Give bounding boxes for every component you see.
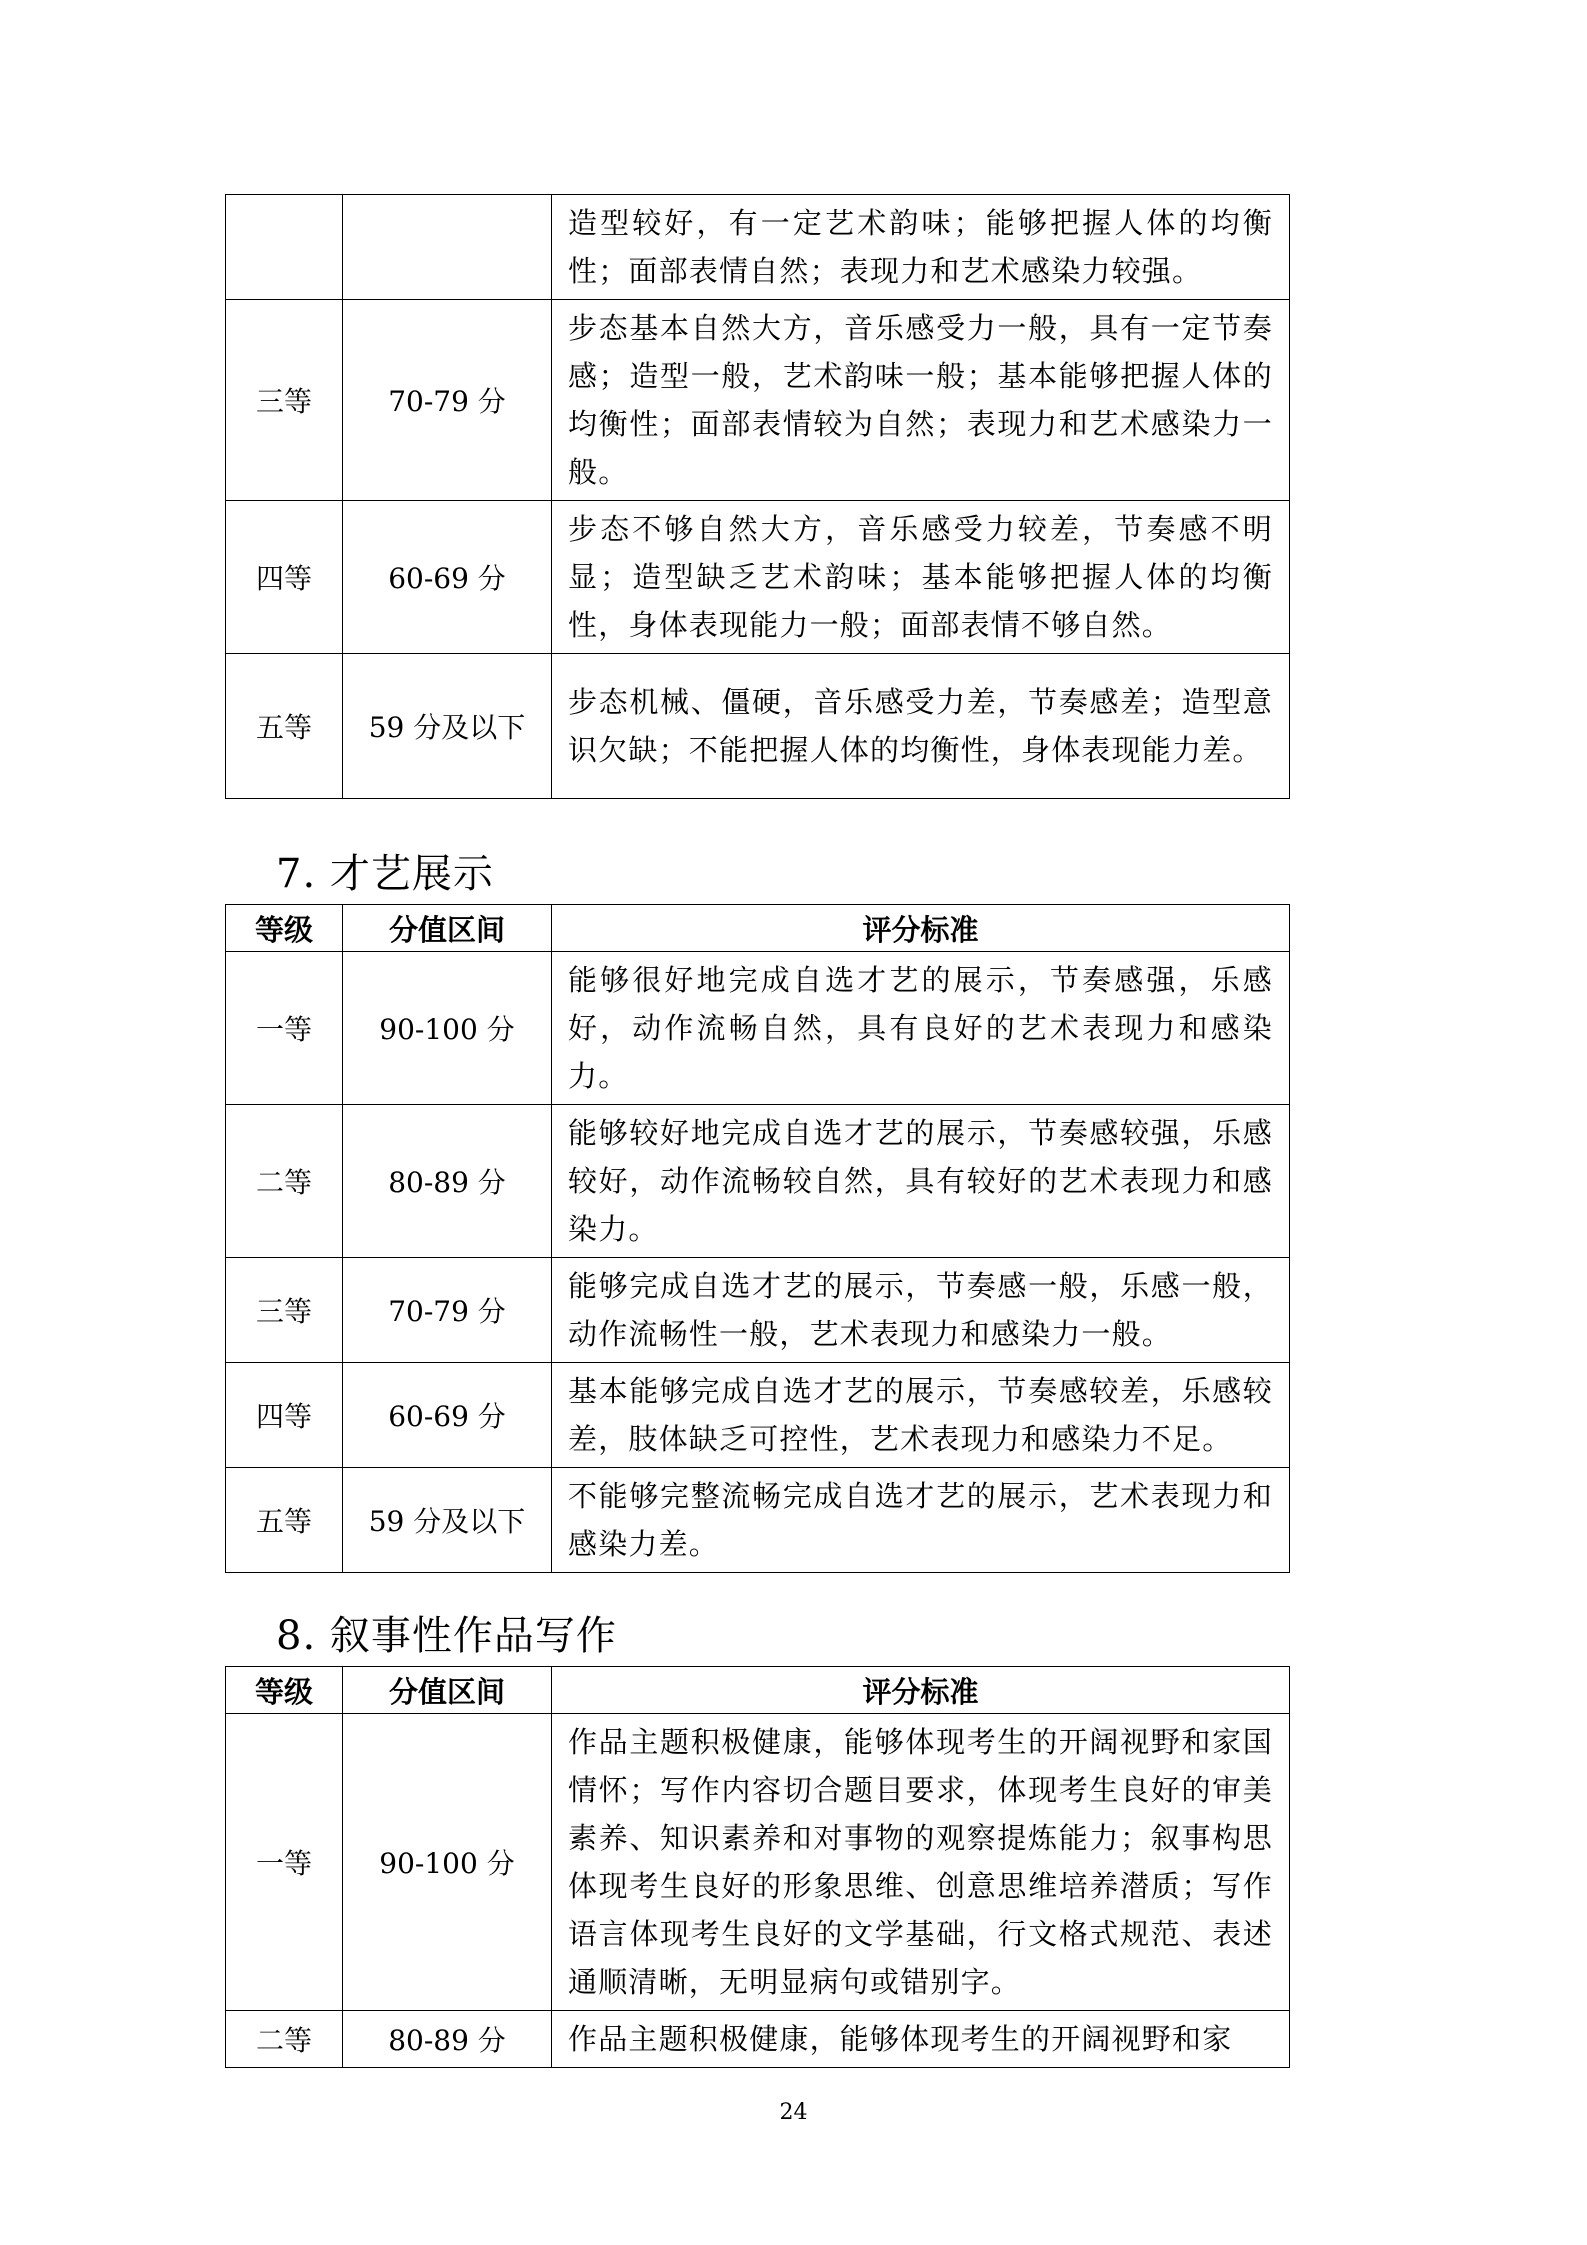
criteria-cell: 作品主题积极健康，能够体现考生的开阔视野和家	[552, 2011, 1290, 2068]
score-cell: 60-69 分	[343, 1363, 552, 1468]
table-row	[226, 1105, 1290, 1258]
table-talent	[225, 904, 1290, 1573]
score-cell: 80-89 分	[343, 1105, 552, 1258]
score-cell: 60-69 分	[343, 501, 552, 654]
header-level: 等级	[226, 1667, 343, 1714]
criteria-cell: 能够较好地完成自选才艺的展示，节奏感较强，乐感较好，动作流畅较自然，具有较好的艺术表现力和感染力。	[552, 1105, 1290, 1258]
score-cell: 70-79 分	[343, 300, 552, 501]
table-row	[226, 2011, 1290, 2068]
criteria-cell: 能够很好地完成自选才艺的展示，节奏感强，乐感好，动作流畅自然，具有良好的艺术表现力和感染力。	[552, 952, 1290, 1105]
table-row	[226, 1258, 1290, 1363]
level-cell: 五等	[226, 1468, 343, 1573]
level-cell: 一等	[226, 952, 343, 1105]
score-cell: 80-89 分	[343, 2011, 552, 2068]
table-narrative-writing	[225, 1666, 1290, 2068]
table-row	[226, 300, 1290, 501]
score-cell: 59 分及以下	[343, 654, 552, 799]
table-row	[226, 195, 1290, 300]
criteria-cell: 步态机械、僵硬，音乐感受力差，节奏感差；造型意识欠缺；不能把握人体的均衡性，身体表现能力差。	[552, 654, 1290, 799]
header-level: 等级	[226, 905, 343, 952]
level-cell: 四等	[226, 1363, 343, 1468]
table-continuation	[225, 194, 1290, 799]
score-cell: 70-79 分	[343, 1258, 552, 1363]
level-cell: 五等	[226, 654, 343, 799]
level-cell	[226, 195, 343, 300]
table-header-row	[226, 905, 1290, 952]
level-cell: 四等	[226, 501, 343, 654]
criteria-cell: 造型较好，有一定艺术韵味；能够把握人体的均衡性；面部表情自然；表现力和艺术感染力较强。	[552, 195, 1290, 300]
criteria-cell: 步态不够自然大方，音乐感受力较差，节奏感不明显；造型缺乏艺术韵味；基本能够把握人体的均衡性，身体表现能力一般；面部表情不够自然。	[552, 501, 1290, 654]
score-cell: 59 分及以下	[343, 1468, 552, 1573]
criteria-cell: 步态基本自然大方，音乐感受力一般，具有一定节奏感；造型一般，艺术韵味一般；基本能够把握人体的均衡性；面部表情较为自然；表现力和艺术感染力一般。	[552, 300, 1290, 501]
level-cell: 一等	[226, 1714, 343, 2011]
page-number: 24	[779, 2100, 808, 2125]
section-heading-talent: 7. 才艺展示	[276, 851, 494, 897]
score-cell: 90-100 分	[343, 952, 552, 1105]
header-score: 分值区间	[343, 1667, 552, 1714]
level-cell: 三等	[226, 1258, 343, 1363]
table-header-row	[226, 1667, 1290, 1714]
table-row	[226, 1714, 1290, 2011]
header-criteria: 评分标准	[552, 1667, 1290, 1714]
header-score: 分值区间	[343, 905, 552, 952]
section-heading-narrative-writing: 8. 叙事性作品写作	[276, 1613, 617, 1659]
header-criteria: 评分标准	[552, 905, 1290, 952]
table-row	[226, 952, 1290, 1105]
criteria-cell: 不能够完整流畅完成自选才艺的展示，艺术表现力和感染力差。	[552, 1468, 1290, 1573]
criteria-cell: 基本能够完成自选才艺的展示，节奏感较差，乐感较差，肢体缺乏可控性，艺术表现力和感染力不足。	[552, 1363, 1290, 1468]
criteria-cell: 作品主题积极健康，能够体现考生的开阔视野和家国情怀；写作内容切合题目要求，体现考生良好的审美素养、知识素养和对事物的观察提炼能力；叙事构思体现考生良好的形象思维、创意思维培养潜质；写作语言体现考生良好的文学基础，行文格式规范、表述通顺清晰，无明显病句或错别字。	[552, 1714, 1290, 2011]
score-cell: 90-100 分	[343, 1714, 552, 2011]
table-row	[226, 654, 1290, 799]
table-row	[226, 501, 1290, 654]
level-cell: 二等	[226, 2011, 343, 2068]
criteria-cell: 能够完成自选才艺的展示，节奏感一般，乐感一般，动作流畅性一般，艺术表现力和感染力一般。	[552, 1258, 1290, 1363]
score-cell	[343, 195, 552, 300]
table-row	[226, 1363, 1290, 1468]
table-row	[226, 1468, 1290, 1573]
level-cell: 三等	[226, 300, 343, 501]
level-cell: 二等	[226, 1105, 343, 1258]
